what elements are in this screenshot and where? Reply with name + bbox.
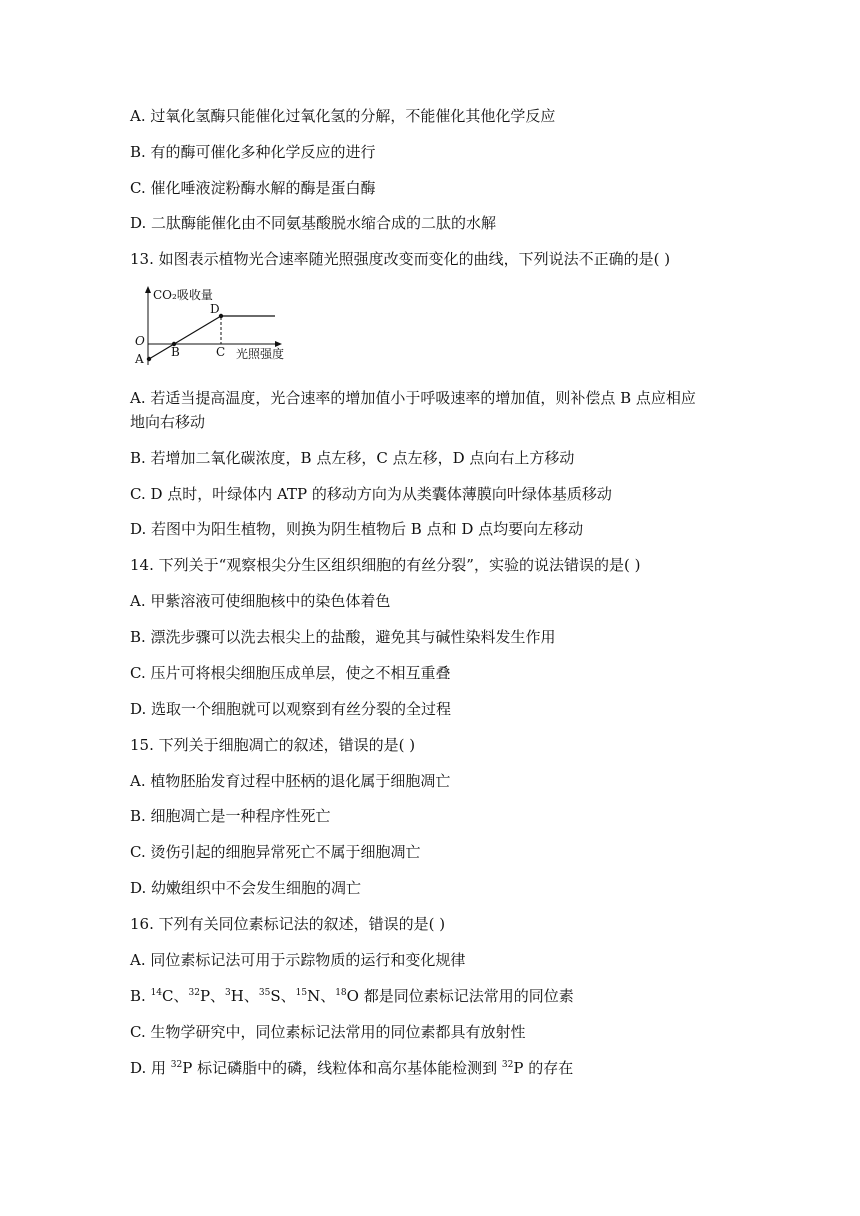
mass-number: 3	[225, 988, 231, 998]
element-text: C、	[162, 987, 189, 1005]
q16-option-a: A. 同位素标记法可用于示踪物质的运行和变化规律	[130, 951, 466, 969]
mass-number: 35	[258, 988, 271, 998]
q12-option-c: C. 催化唾液淀粉酶水解的酶是蛋白酶	[130, 179, 376, 197]
q13-option-d: D. 若图中为阳生植物，则换为阴生植物后 B 点和 D 点均要向左移动	[130, 520, 584, 538]
q14-option-b: B. 漂洗步骤可以洗去根尖上的盐酸，避免其与碱性染料发生作用	[130, 628, 556, 646]
mass-number: 32	[170, 1060, 183, 1070]
q12-option-b: B. 有的酶可催化多种化学反应的进行	[130, 143, 376, 161]
label-a: A	[135, 352, 144, 366]
q14-option-c: C. 压片可将根尖细胞压成单层，使之不相互重叠	[130, 664, 451, 682]
q13-option-b: B. 若增加二氧化碳浓度，B 点左移，C 点左移，D 点向右上方移动	[130, 449, 575, 467]
q16-b-prefix: B.	[130, 987, 151, 1005]
mass-number: 14	[150, 988, 163, 998]
q14-option-d: D. 选取一个细胞就可以观察到有丝分裂的全过程	[130, 700, 452, 718]
element-text: S、	[270, 987, 296, 1005]
q13-stem: 13. 如图表示植物光合速率随光照强度改变而变化的曲线，下列说法不正确的是( )	[130, 250, 671, 268]
rate-curve-rising	[149, 316, 221, 359]
label-c: C	[216, 345, 226, 359]
q15-option-a: A. 植物胚胎发育过程中胚柄的退化属于细胞凋亡	[130, 772, 451, 790]
q15-option-d: D. 幼嫩组织中不会发生细胞的凋亡	[130, 879, 362, 897]
q15-option-c: C. 烫伤引起的细胞异常死亡不属于细胞凋亡	[130, 843, 421, 861]
element-text: N、	[307, 987, 336, 1005]
mass-number: 15	[295, 988, 308, 998]
y-axis-arrow	[145, 286, 151, 293]
q14-stem: 14. 下列关于“观察根尖分生区组织细胞的有丝分裂”，实验的说法错误的是( )	[130, 556, 641, 574]
q13-option-c: C. D 点时，叶绿体内 ATP 的移动方向为从类囊体薄膜向叶绿体基质移动	[130, 485, 612, 503]
q13-option-a-line2: 地向右移动	[130, 413, 206, 431]
q16-d-text-1: D. 用	[130, 1059, 171, 1077]
element-text: O 都是同位素标记法常用的同位素	[346, 987, 574, 1005]
q16-option-d	[130, 1058, 740, 1078]
q16-d-text-2: P 标记磷脂中的磷，线粒体和高尔基体能检测到	[182, 1059, 502, 1077]
q15-stem: 15. 下列关于细胞凋亡的叙述，错误的是( )	[130, 736, 416, 754]
label-b: B	[171, 345, 180, 359]
q12-option-a: A. 过氧化氢酶只能催化过氧化氢的分解，不能催化其他化学反应	[130, 107, 556, 125]
q14-option-a: A. 甲紫溶液可使细胞核中的染色体着色	[130, 592, 391, 610]
mass-number: 18	[335, 988, 347, 998]
origin-label: O	[135, 334, 145, 348]
mass-number: 32	[501, 1060, 514, 1070]
point-a	[147, 357, 151, 361]
q13-option-a-line1: A. 若适当提高温度，光合速率的增加值小于呼吸速率的增加值，则补偿点 B 点应相应	[130, 389, 696, 407]
q15-option-b: B. 细胞凋亡是一种程序性死亡	[130, 807, 331, 825]
mass-number: 32	[188, 988, 200, 998]
q16-option-c: C. 生物学研究中，同位素标记法常用的同位素都具有放射性	[130, 1023, 526, 1041]
q16-d-text-3: P 的存在	[513, 1059, 574, 1077]
x-axis-label: 光照强度	[236, 347, 285, 361]
label-d: D	[210, 302, 220, 316]
element-text: H、	[230, 987, 259, 1005]
y-axis-label: CO₂吸收量	[153, 288, 213, 302]
q13-graph	[130, 283, 330, 368]
element-text: P、	[199, 987, 226, 1005]
q12-option-d: D. 二肽酶能催化由不同氨基酸脱水缩合成的二肽的水解	[130, 214, 497, 232]
q16-stem: 16. 下列有关同位素标记法的叙述，错误的是( )	[130, 915, 446, 933]
q13-figure	[130, 283, 330, 368]
q16-option-b	[130, 986, 740, 1006]
